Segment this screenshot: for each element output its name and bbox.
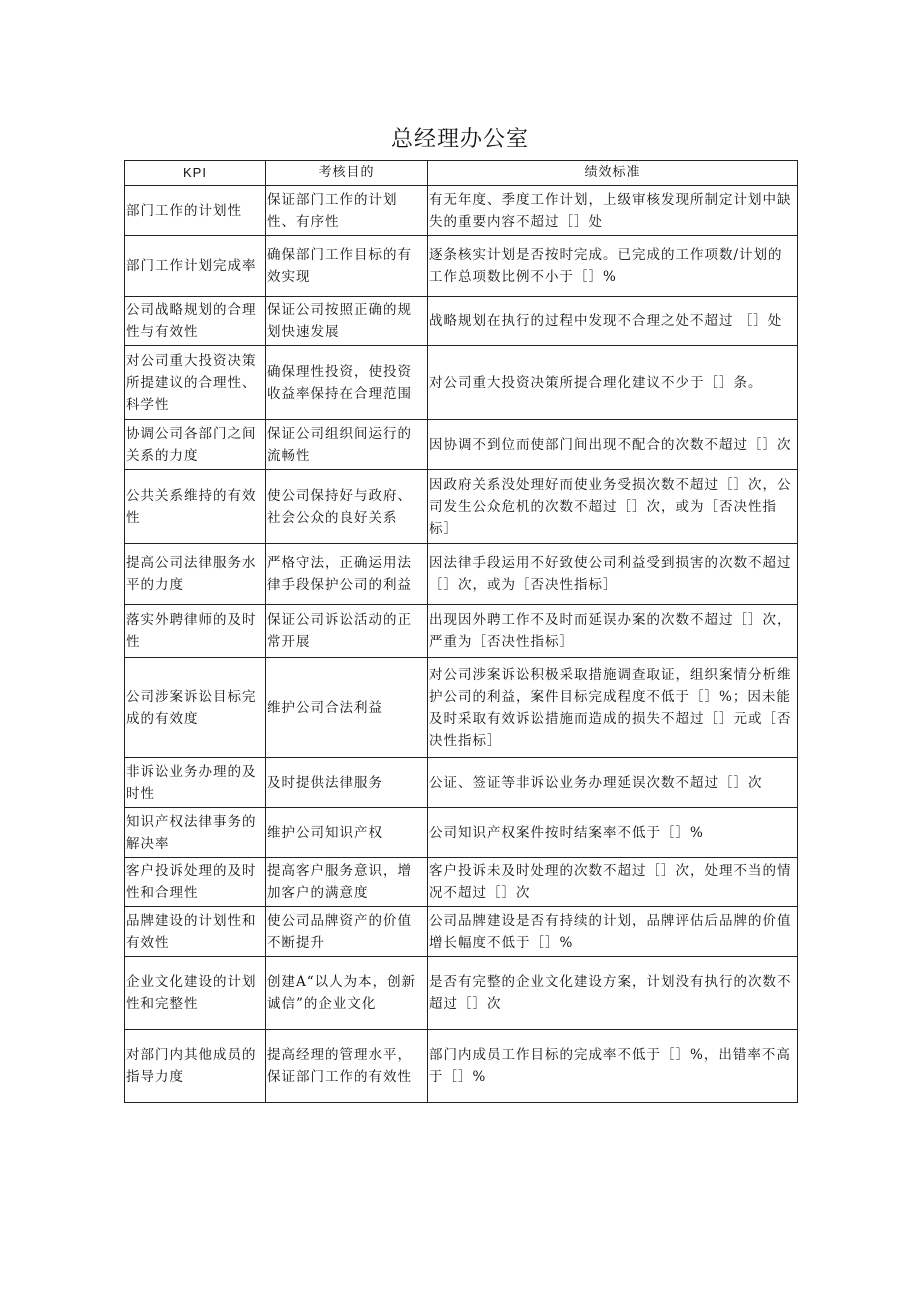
purpose-cell: 提高客户服务意识，增加客户的满意度 — [266, 858, 428, 907]
kpi-cell: 企业文化建设的计划性和完整性 — [125, 957, 266, 1030]
standard-cell: 公司品牌建设是否有持续的计划，品牌评估后品牌的价值增长幅度不低于［］% — [428, 907, 798, 957]
standard-cell: 因政府关系没处理好而使业务受损次数不超过［］次，公司发生公众危机的次数不超过［］次，或为［否决性指标］ — [428, 470, 798, 544]
purpose-cell: 严格守法，正确运用法律手段保护公司的利益 — [266, 544, 428, 605]
table-row — [125, 420, 798, 470]
kpi-cell: 落实外聘律师的及时性 — [125, 605, 266, 658]
table-row — [125, 297, 798, 346]
table-row — [125, 658, 798, 758]
kpi-cell: 提高公司法律服务水平的力度 — [125, 544, 266, 605]
table-row — [125, 544, 798, 605]
kpi-cell: 部门工作计划完成率 — [125, 236, 266, 297]
kpi-cell: 公司涉案诉讼目标完成的有效度 — [125, 658, 266, 758]
header-purpose: 考核目的 — [266, 161, 428, 186]
standard-cell: 因协调不到位而使部门间出现不配合的次数不超过［］次 — [428, 420, 798, 470]
kpi-cell: 非诉讼业务办理的及时性 — [125, 758, 266, 808]
page-title: 总经理办公室 — [390, 127, 529, 152]
purpose-cell: 保证公司组织间运行的流畅性 — [266, 420, 428, 470]
kpi-cell: 知识产权法律事务的解决率 — [125, 808, 266, 858]
purpose-cell: 确保理性投资，使投资收益率保持在合理范围 — [266, 346, 428, 420]
purpose-cell: 保证公司诉讼活动的正常开展 — [266, 605, 428, 658]
kpi-cell: 协调公司各部门之间关系的力度 — [125, 420, 266, 470]
kpi-cell: 对部门内其他成员的指导力度 — [125, 1030, 266, 1103]
purpose-cell: 保证部门工作的计划性、有序性 — [266, 186, 428, 236]
kpi-table — [124, 160, 798, 1103]
kpi-cell: 公司战略规划的合理性与有效性 — [125, 297, 266, 346]
standard-cell: 是否有完整的企业文化建设方案，计划没有执行的次数不超过［］次 — [428, 957, 798, 1030]
table-row — [125, 957, 798, 1030]
standard-cell: 部门内成员工作目标的完成率不低于［］%，出错率不高于［］% — [428, 1030, 798, 1103]
table-row — [125, 858, 798, 907]
standard-cell: 对公司重大投资决策所提合理化建议不少于［］条。 — [428, 346, 798, 420]
purpose-cell: 使公司品牌资产的价值不断提升 — [266, 907, 428, 957]
purpose-cell: 确保部门工作目标的有效实现 — [266, 236, 428, 297]
purpose-cell: 创建A“以人为本，创新诚信”的企业文化 — [266, 957, 428, 1030]
standard-cell: 出现因外聘工作不及时而延误办案的次数不超过［］次，严重为［否决性指标］ — [428, 605, 798, 658]
table-row — [125, 1030, 798, 1103]
standard-cell: 公司知识产权案件按时结案率不低于［］% — [428, 808, 798, 858]
purpose-cell: 维护公司合法利益 — [266, 658, 428, 758]
kpi-cell: 对公司重大投资决策所提建议的合理性、科学性 — [125, 346, 266, 420]
table-header-row — [125, 161, 798, 186]
standard-cell: 客户投诉未及时处理的次数不超过［］次，处理不当的情况不超过［］次 — [428, 858, 798, 907]
purpose-cell: 及时提供法律服务 — [266, 758, 428, 808]
table-row — [125, 907, 798, 957]
standard-cell: 公证、签证等非诉讼业务办理延误次数不超过［］次 — [428, 758, 798, 808]
kpi-cell: 客户投诉处理的及时性和合理性 — [125, 858, 266, 907]
table-row — [125, 346, 798, 420]
header-kpi: KPI — [125, 161, 266, 186]
standard-cell: 逐条核实计划是否按时完成。已完成的工作项数/计划的工作总项数比例不小于［］% — [428, 236, 798, 297]
purpose-cell: 维护公司知识产权 — [266, 808, 428, 858]
purpose-cell: 保证公司按照正确的规划快速发展 — [266, 297, 428, 346]
table-row — [125, 808, 798, 858]
kpi-cell: 品牌建设的计划性和有效性 — [125, 907, 266, 957]
kpi-cell: 公共关系维持的有效性 — [125, 470, 266, 544]
table-row — [125, 236, 798, 297]
standard-cell: 战略规划在执行的过程中发现不合理之处不超过 ［］处 — [428, 297, 798, 346]
table-row — [125, 605, 798, 658]
table-row — [125, 470, 798, 544]
standard-cell: 因法律手段运用不好致使公司利益受到损害的次数不超过［］次，或为［否决性指标］ — [428, 544, 798, 605]
standard-cell: 有无年度、季度工作计划，上级审核发现所制定计划中缺失的重要内容不超过［］处 — [428, 186, 798, 236]
table-row — [125, 758, 798, 808]
standard-cell: 对公司涉案诉讼积极采取措施调查取证，组织案情分析维护公司的利益，案件目标完成程度不低于［］%；因未能及时采取有效诉讼措施而造成的损失不超过［］元或［否决性指标］ — [428, 658, 798, 758]
header-standard: 绩效标准 — [428, 161, 798, 186]
purpose-cell: 使公司保持好与政府、社会公众的良好关系 — [266, 470, 428, 544]
purpose-cell: 提高经理的管理水平，保证部门工作的有效性 — [266, 1030, 428, 1103]
table-row — [125, 186, 798, 236]
kpi-cell: 部门工作的计划性 — [125, 186, 266, 236]
